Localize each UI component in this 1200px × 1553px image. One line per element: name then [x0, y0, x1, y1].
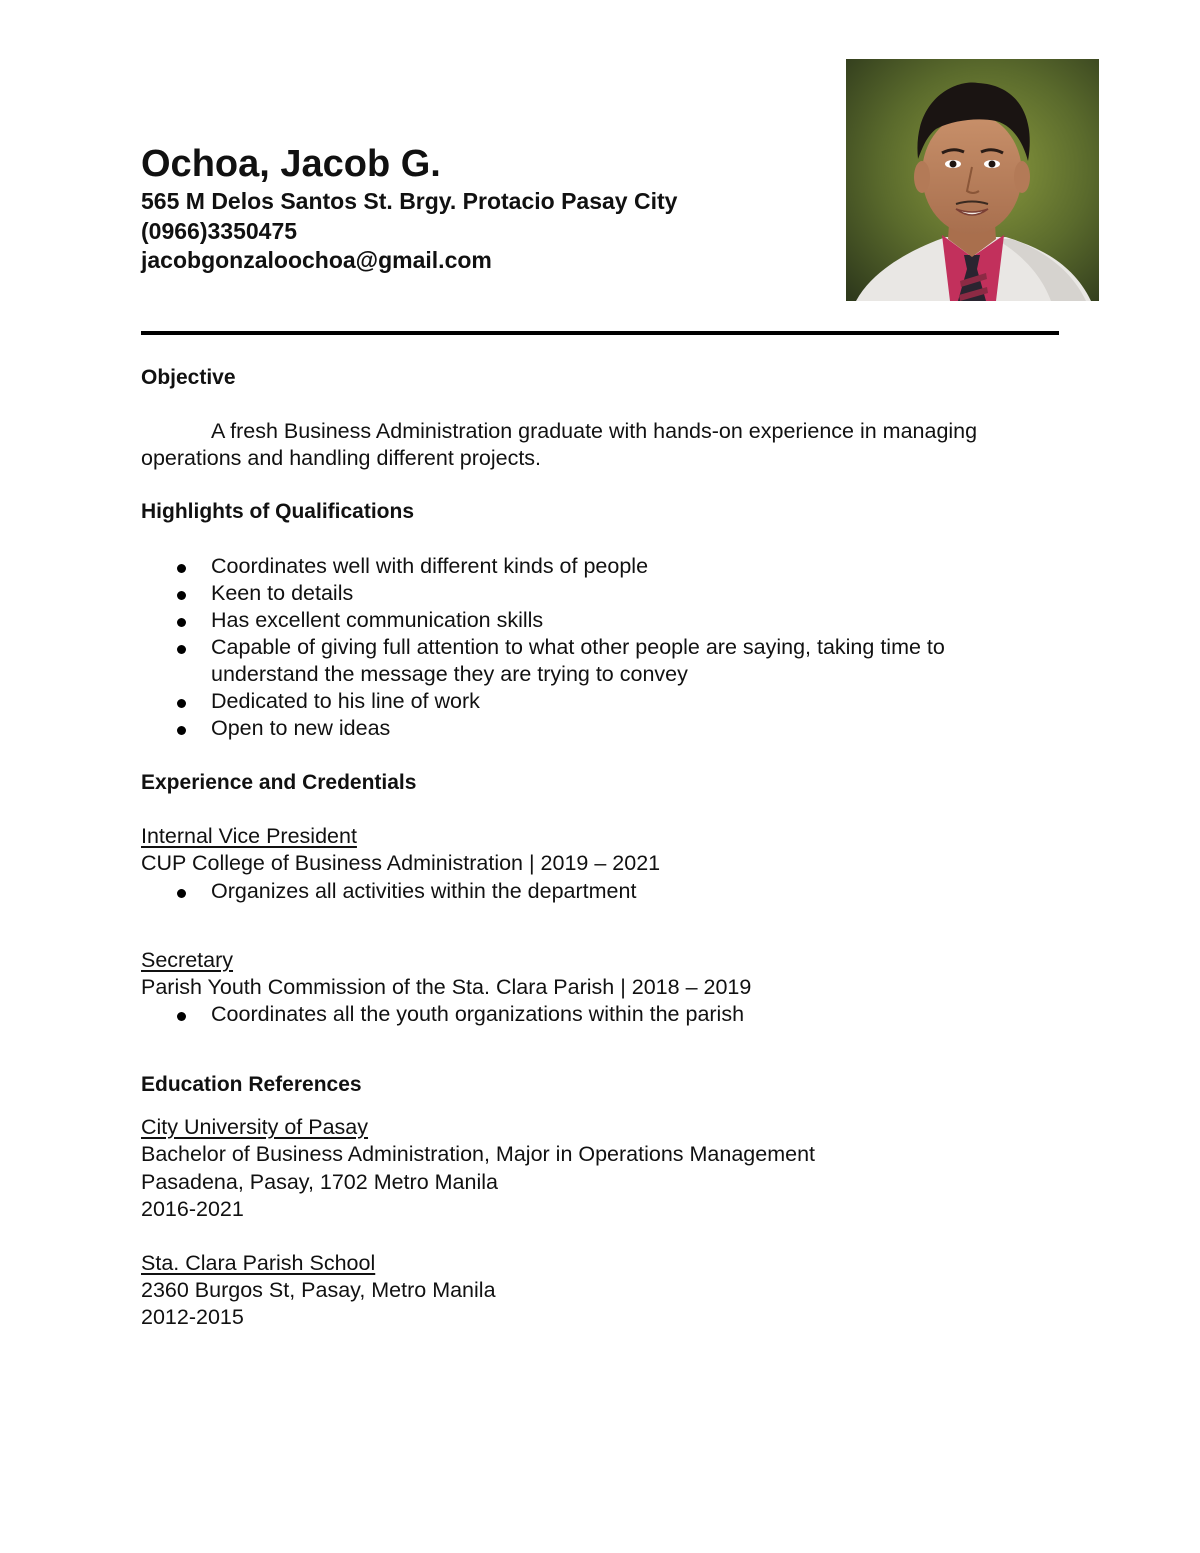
qualifications-heading: Highlights of Qualifications — [141, 500, 414, 523]
bullet-icon — [177, 889, 186, 898]
experience-bullets — [141, 1001, 1041, 1028]
profile-photo — [846, 59, 1099, 301]
experience-heading: Experience and Credentials — [141, 771, 417, 794]
bullet-icon — [177, 645, 186, 654]
header-divider — [141, 331, 1059, 335]
bullet-icon — [177, 591, 186, 600]
list-item — [141, 1001, 1041, 1028]
bullet-icon — [177, 726, 186, 735]
applicant-name: Ochoa, Jacob G. — [141, 143, 441, 185]
school-detail: 2360 Burgos St, Pasay, Metro Manila — [141, 1278, 496, 1302]
list-item — [141, 553, 1041, 580]
list-item — [141, 688, 1041, 715]
qualifications-list — [141, 553, 1041, 742]
experience-title: Secretary — [141, 948, 234, 972]
experience-organization: Parish Youth Commission of the Sta. Clara Parish | 2018 – 2019 — [141, 975, 752, 999]
school-years: 2012-2015 — [141, 1305, 244, 1329]
experience-organization: CUP College of Business Administration | 2019 – 2021 — [141, 851, 661, 875]
list-item — [141, 580, 1041, 607]
bullet-icon — [177, 564, 186, 573]
school-years: 2016-2021 — [141, 1197, 244, 1221]
school-name: Sta. Clara Parish School — [141, 1251, 376, 1275]
school-detail: Bachelor of Business Administration, Major in Operations Management — [141, 1142, 816, 1166]
list-item-text: Dedicated to his line of work — [211, 689, 480, 713]
education-heading: Education References — [141, 1073, 362, 1096]
experience-title: Internal Vice President — [141, 824, 357, 848]
list-item — [141, 634, 1041, 688]
list-item-text: Capable of giving full attention to what other people are saying, taking time to understand the message they are trying to convey — [211, 635, 945, 686]
list-item — [141, 878, 1041, 905]
list-item-text: Coordinates well with different kinds of people — [211, 554, 649, 578]
bullet-icon — [177, 1012, 186, 1021]
objective-heading: Objective — [141, 366, 236, 389]
list-item-text: Organizes all activities within the department — [211, 879, 637, 903]
bullet-icon — [177, 699, 186, 708]
bullet-icon — [177, 618, 186, 627]
list-item-text: Coordinates all the youth organizations within the parish — [211, 1002, 745, 1026]
objective-paragraph — [141, 418, 1061, 472]
list-item-text: Open to new ideas — [211, 716, 391, 740]
list-item — [141, 715, 1041, 742]
list-item-text: Has excellent communication skills — [211, 608, 544, 632]
objective-text: A fresh Business Administration graduate with hands-on experience in managing operations and handling different projects. — [141, 419, 978, 470]
list-item — [141, 607, 1041, 634]
phone-number: (0966)3350475 — [141, 218, 298, 244]
school-detail: Pasadena, Pasay, 1702 Metro Manila — [141, 1170, 498, 1194]
email-address: jacobgonzaloochoa@gmail.com — [141, 247, 492, 273]
experience-bullets — [141, 878, 1041, 905]
list-item-text: Keen to details — [211, 581, 354, 605]
school-name: City University of Pasay — [141, 1115, 369, 1139]
address: 565 M Delos Santos St. Brgy. Protacio Pasay City — [141, 188, 678, 214]
